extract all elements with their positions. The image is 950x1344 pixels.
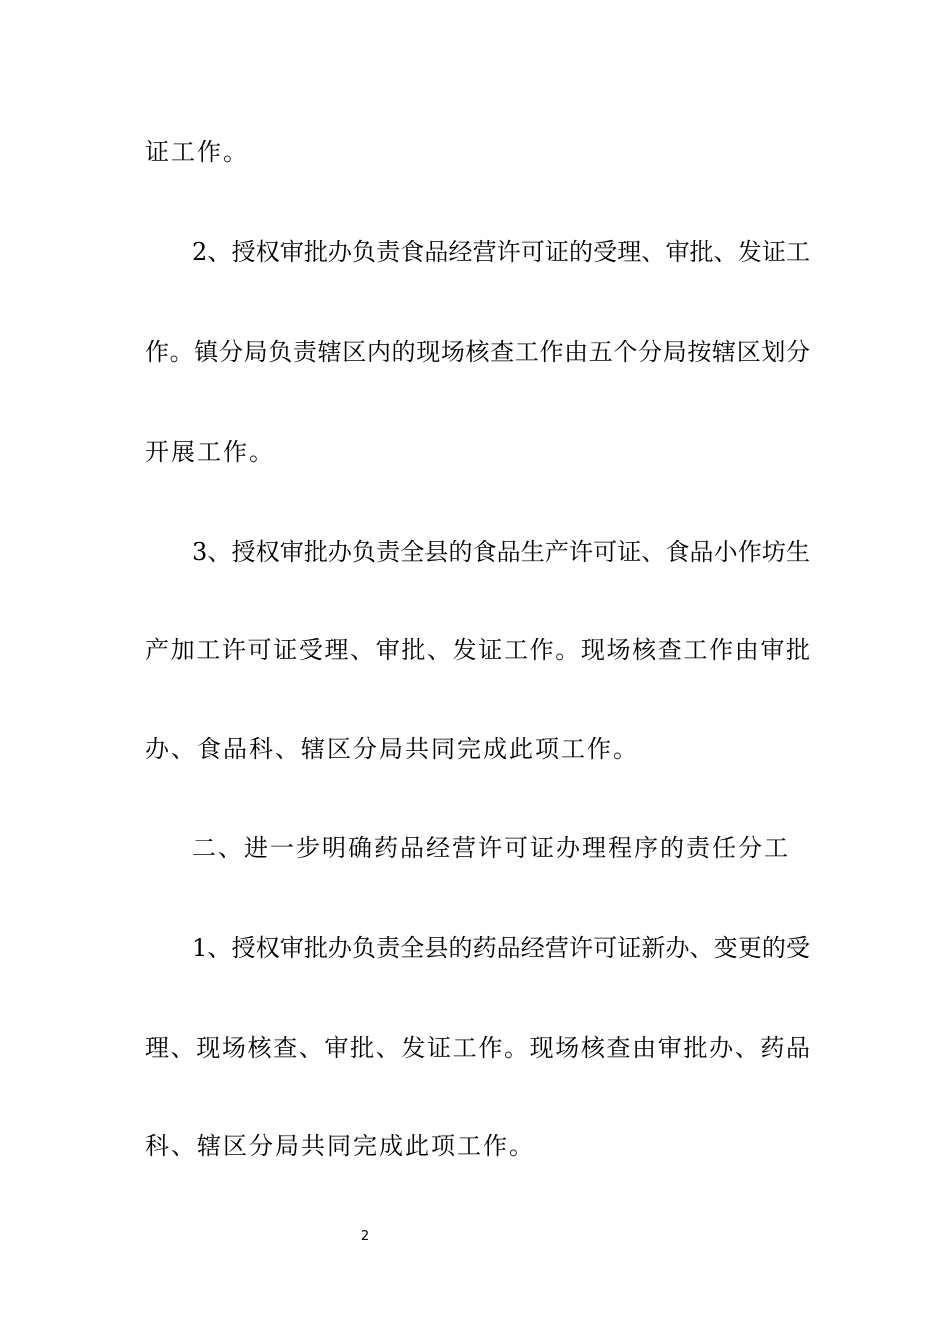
text-line-3: 作。镇分局负责辖区内的现场核查工作由五个分局按辖区划分 xyxy=(145,338,810,366)
text-line-4: 开展工作。 xyxy=(145,438,275,466)
text-line-7: 办、食品科、辖区分局共同完成此项工作。 xyxy=(145,735,639,763)
text-line-6: 产加工许可证受理、审批、发证工作。现场核查工作由审批 xyxy=(145,636,810,664)
text-line-2: 2、授权审批办负责食品经营许可证的受理、审批、发证工 xyxy=(192,238,810,266)
text-line-1: 证工作。 xyxy=(145,138,249,166)
text-line-11: 科、辖区分局共同完成此项工作。 xyxy=(145,1132,535,1160)
page-number: 2 xyxy=(360,1229,370,1244)
text-line-10: 理、现场核查、审批、发证工作。现场核查由审批办、药品 xyxy=(145,1034,810,1062)
text-line-5: 3、授权审批办负责全县的食品生产许可证、食品小作坊生 xyxy=(192,538,810,566)
section-heading: 二、进一步明确药品经营许可证办理程序的责任分工 xyxy=(192,834,790,862)
text-line-9: 1、授权审批办负责全县的药品经营许可证新办、变更的受 xyxy=(192,934,810,962)
